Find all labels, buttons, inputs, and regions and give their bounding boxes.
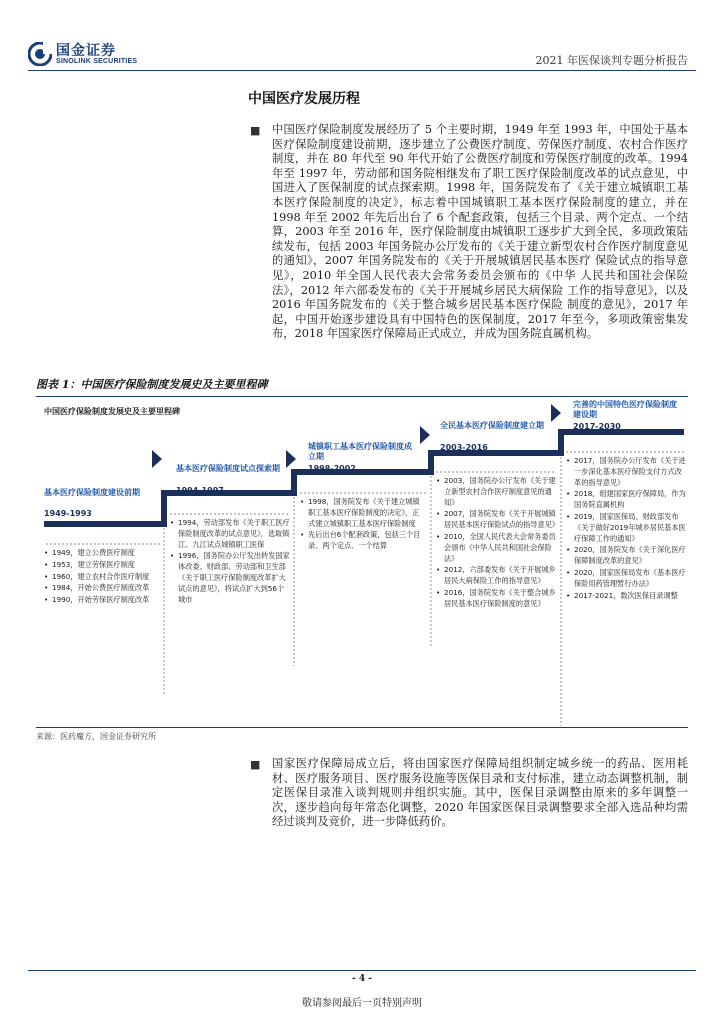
header-divider (28, 70, 696, 71)
figure-inner-title: 中国医疗保险制度发展史及主要里程碑 (44, 407, 180, 416)
figure-source: 来源：医药魔方，国金证券研究所 (36, 732, 156, 741)
stage-1-period: 1949-1993 (44, 509, 92, 518)
list-item: • 2020，国务院发布《关于深化医疗保障制度改革的意见》 (566, 545, 686, 567)
bullet-square-icon: ■ (250, 758, 261, 771)
bullet-square-icon: ■ (250, 124, 261, 137)
list-item: • 2010，全国人民代表大会常务委员会颁布《中华人民共和国社会保险法》 (436, 532, 556, 564)
page-header (0, 0, 724, 78)
section-title: 中国医疗发展历程 (248, 91, 360, 107)
chevron-right-icon (286, 450, 296, 468)
list-item: • 先后出台6个配套政策，包括三个目录、两个定点、一个结算 (300, 530, 424, 552)
chevron-right-icon (551, 404, 561, 422)
stage-3-label: 城镇职工基本医疗保险制度成立期 (308, 442, 412, 461)
stage-3-period: 1998-2002 (308, 464, 356, 473)
logo-english-name: SINOLINK SECURITIES (56, 58, 138, 65)
list-item: • 1949，建立公费医疗制度 (44, 548, 156, 559)
list-item: • 1994，劳动部发布《关于职工医疗保险制度改革的试点意见》，选取镇江、九江试点城镇职工医保 (170, 518, 290, 550)
list-item: • 2020，国家医保局发布《基本医疗保险用药管理暂行办法》 (566, 568, 686, 590)
list-item: • 1990，开始劳保医疗制度改革 (44, 595, 156, 606)
list-item: • 2007，国务院发布《关于开展城镇居民基本医疗保险试点的指导意见》 (436, 509, 556, 531)
footer-divider (28, 970, 696, 971)
stage-1-label: 基本医疗保险制度建设前期 (44, 488, 140, 497)
logo-icon (28, 42, 52, 66)
list-item: • 2012，六部委发布《关于开展城乡居民大病保险工作的指导意见》 (436, 565, 556, 587)
list-item: • 1984，开始公费医疗制度改革 (44, 583, 156, 594)
stage-4-label: 全民基本医疗保险制度建立期 (440, 421, 544, 430)
company-logo (28, 40, 138, 70)
stage-2-period: 1994-1997 (176, 486, 224, 495)
list-item: • 2003，国务院办公厅发布《关于建立新型农村合作医疗制度意见的通知》 (436, 476, 556, 508)
chevron-right-icon (152, 450, 162, 468)
body-paragraph-2: 国家医疗保障局成立后，将由国家医疗保障局组织制定城乡统一的药品、医用耗材、医疗服务项目、医疗服务设施等医保目录和支付标准，建立动态调整机制，制定医保目录准入谈判规则并组织实施。其中，医保目录调整由原来的多年调整一次，逐步趋向每年常态化调整，2020 年国家医保目录调整要求全部入选品种均需经过谈判及竞价，进一步降低药价。 (272, 757, 688, 829)
list-item: • 1953，建立劳保医疗制度 (44, 560, 156, 571)
list-item: • 2019，国家医保局、财政部发布《关于做好2019年城乡居民基本医疗保障工作的通知》 (566, 512, 686, 544)
list-item: • 2017，国务院办公厅发布《关于进一步深化基本医疗保险支付方式改革的指导意见》 (566, 456, 686, 488)
chevron-right-icon (420, 426, 430, 444)
disclaimer-note: 敬请参阅最后一页特别声明 (302, 998, 422, 1009)
logo-chinese-name: 国金证券 (56, 43, 116, 59)
figure-caption: 图表 1：中国医疗保险制度发展史及主要里程碑 (36, 376, 688, 397)
list-item: • 2017-2021，数次医保目录调整 (566, 591, 686, 602)
figure-divider (36, 727, 688, 728)
stage-5-notes (566, 456, 686, 602)
report-title: 2021 年医保谈判专题分析报告 (535, 54, 688, 67)
list-item: • 1996，国务院办公厅发出转发国家体改委、财政部、劳动部和卫生部《关于职工医疗保险制度改革扩大试点的意见》，将试点扩大到56个城市 (170, 551, 290, 605)
stage-5-period: 2017-2030 (573, 422, 621, 431)
list-item: • 2016，国务院发布《关于整合城乡居民基本医疗保险制度的意见》 (436, 588, 556, 610)
stage-4-period: 2003-2016 (440, 443, 488, 452)
stage-2-label: 基本医疗保险制度试点探索期 (176, 464, 280, 473)
milestone-figure (36, 396, 688, 726)
list-item: • 1998，国务院发布《关于建立城镇职工基本医疗保险制度的决定》，正式建立城镇职工基本医疗保险制度 (300, 497, 424, 529)
list-item: • 1960，建立农村合作医疗制度 (44, 572, 156, 583)
page-number: - 4 - (352, 974, 372, 984)
stage-1-notes (44, 548, 156, 607)
stage-5-label: 完善的中国特色医疗保险制度建设期 (573, 400, 677, 419)
body-paragraph-1: 中国医疗保险制度发展经历了 5 个主要时期，1949 年至 1993 年，中国处于基本医疗保险制度建设前期，逐步建立了公费医疗制度、劳保医疗制度、农村合作医疗制度，并在 80 年代至 90 年代开始了公费医疗制度和劳保医疗制度的改革。1994 年至 1997 年，劳动部和国务院相继发布了职工医疗保险制度改革的试点意见，中国进入了医保制度的试点探索期。1998 年，国务院发布了《关于建立城镇职工基本医疗保险制度的决定》，标志着中国城镇职工基本医疗保险制度的建立，并在 1998 年至 2002 年先后出台了 6 个配套政策，包括三个目录、两个定点、一个结算，2003 年至 2016 年，医疗保险制度由城镇职工逐步扩大到全民，多项政策陆续发布，包括 2003 年国务院办公厅发布的《关于建立新型农村合作医疗制度意见的通知》，2007 年国务院发布的《关于开展城镇居民基本医疗 保险试点的指导意见》，2010 年全国人民代表大会常务委员会颁布的《中华 人民共和国社会保险法》，2012 年六部委发布的《关于开展城乡居民大病保险 工作的指导意见》，以及 2016 年国务院发布的《关于整合城乡居民基本医疗保险 制度的意见》，2017 年起，中国开始逐步建设具有中国特色的医保制度，2017 年至今，多项政策密集发布，2018 年国家医疗保障局正式成立，并成为国务院直属机构。 (272, 123, 688, 341)
stage-2-notes (170, 518, 290, 606)
stage-4-notes (436, 476, 560, 611)
stage-3-notes (300, 497, 424, 553)
list-item: • 2018，组建国家医疗保障局，作为国务院直属机构 (566, 489, 686, 511)
